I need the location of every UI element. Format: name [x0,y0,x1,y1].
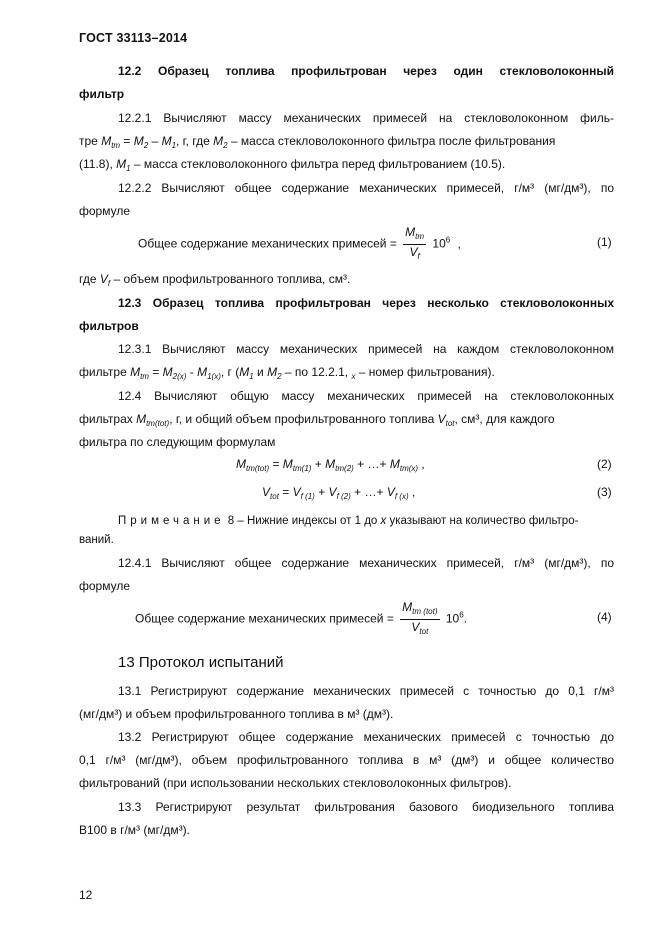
fraction: $\frac{M_{tm (tot)}}{V_{tot}}$ [402,600,438,636]
formula-2: $M_{tm(tot)} = M_{tm(1)} + M_{tm(2)}$ + …+ $M_{tm(x)}$ , [236,457,425,473]
paragraph-13-1: 13.1 Регистрируют содержание механических примесей с точностью до 0,1 г/м³ [118,684,614,698]
paragraph-12-4: 12.4 Вычисляют общую массу механических примесей на стекловолоконных [118,389,614,403]
paragraph-12-4-line3: фильтра по следующим формулам [79,435,276,449]
paragraph-13-2-line2: 0,1 г/м³ (мг/дм³), объем профильтрованного топлива в м³ (дм³) и общее количество [79,753,614,767]
note-8: Примечание 8 – Нижние индексы от 1 до x указывают на количество фильтро- [118,515,579,527]
equation-number-1: (1) [597,235,612,249]
section-12-3-title-cont: фильтров [79,319,139,333]
paragraph-12-2-1-line2: тре $M_{tm} = M_2 - M_1$, г, где $M_2$ – масса стекловолоконного фильтра после фильтрования [79,134,556,150]
formula-3: $V_{tot} = V_{f (1)} + V_{f (2)}$ + …+ $V_{f (x)}$ , [262,485,416,501]
document-header: ГОСТ 33113–2014 [79,31,188,45]
fraction: $\frac{M_{tm}}{V_f}$ [405,225,425,261]
paragraph-12-3-1: 12.3.1 Вычисляют массу механических примесей на каждом стекловолоконном [118,342,614,356]
formula-1: Общее содержание механических примесей = $\frac{M_{tm}}{V_f}$ $10^6$ , [138,225,461,264]
equation-number-4: (4) [597,610,612,624]
paragraph-13-2-line3: фильтрований (при использовании нескольких стекловолоконных фильтров). [79,776,512,790]
paragraph-13-3-line2: B100 в г/м³ (мг/дм³). [79,823,190,837]
section-12-2-title-cont: фильтр [79,87,125,101]
paragraph-12-3-1-line2: фильтре $M_{tm} = M_{2(x)} - M_{1(x)}$, г ($M_1$ и $M_2$ – по 12.2.1, $_x$ – номер фильтрования). [79,365,495,381]
paragraph-12-2-1-line3: (11.8), $M_1$ – масса стекловолоконного фильтра перед фильтрованием (10.5). [79,157,506,173]
paragraph-12-2-2: 12.2.2 Вычисляют общее содержание механических примесей, г/м³ (мг/дм³), по [118,181,614,195]
equation-number-2: (2) [597,457,612,471]
section-12-3-title: 12.3 Образец топлива профильтрован через несколько стекловолоконных [118,296,614,310]
paragraph-12-2-2-line2: формуле [79,204,131,218]
formula-4: Общее содержание механических примесей = $\frac{M_{tm (tot)}}{V_{tot}}$ $10^6$. [135,600,467,639]
equation-number-3: (3) [597,485,612,499]
paragraph-13-1-line2: (мг/дм³) и объем профильтрованного топлива в м³ (дм³). [79,707,394,721]
paragraph-12-4-1: 12.4.1 Вычисляют общее содержание механических примесей, г/м³ (мг/дм³), по [118,556,614,570]
paragraph-12-4-line2: фильтрах $M_{tm(tot)}$, г, и общий объем профильтрованного топлива $V_{tot}$, см³, для каждого [79,412,555,428]
section-12-2-title: 12.2 Образец топлива профильтрован через один стекловолоконный [118,64,614,78]
formula-1-legend: где $V_f$ – объем профильтрованного топлива, см³. [79,272,351,288]
section-13-heading: 13 Протокол испытаний [118,654,284,671]
note-8-cont: ваний. [79,534,114,546]
page-number: 12 [79,888,93,902]
paragraph-13-3: 13.3 Регистрируют результат фильтрования базового биодизельного топлива [118,800,614,814]
paragraph-12-2-1: 12.2.1 Вычисляют массу механических примесей на стекловолоконном филь- [118,111,614,125]
paragraph-12-4-1-line2: формуле [79,579,131,593]
paragraph-13-2: 13.2 Регистрируют общее содержание механических примесей с точностью до [118,730,614,744]
